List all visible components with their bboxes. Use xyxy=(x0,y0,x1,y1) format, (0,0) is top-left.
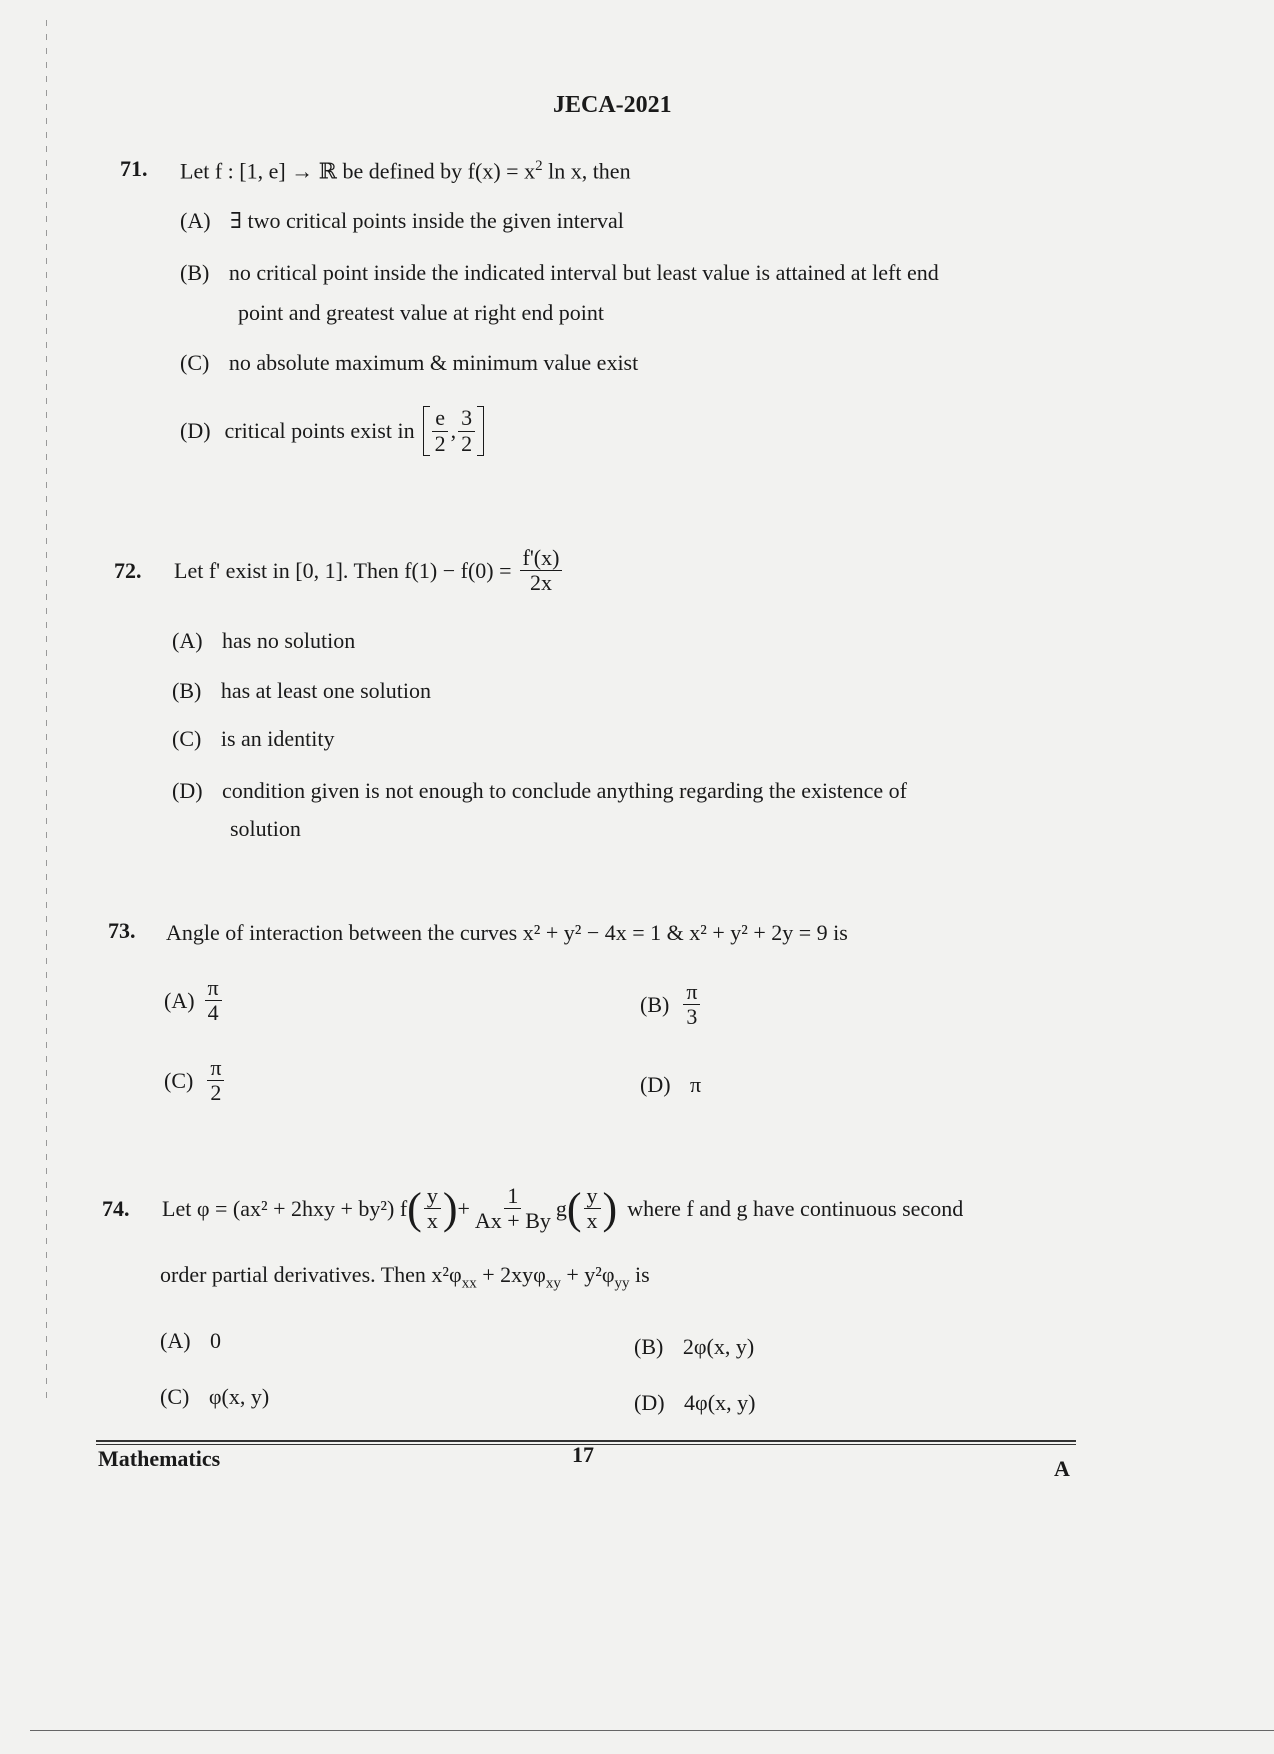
question-stem: Let φ = (ax² + 2hxy + by²) f ( $\frac{y}{x}$ ) + $\frac{1}{Ax + By}$ g ( $\frac{y}{x}$ ) where f and g have continuous second xyxy=(162,1183,964,1234)
option-a: (A) $\frac{\pi}{4}$ xyxy=(164,976,224,1025)
question-number: 72. xyxy=(114,558,142,583)
scan-bottom-edge xyxy=(30,1730,1274,1731)
option-b-continued: point and greatest value at right end point xyxy=(238,300,604,325)
option-a: (A) has no solution xyxy=(172,628,356,653)
footer-set-code: A xyxy=(1054,1456,1070,1481)
option-a: (A) 0 xyxy=(160,1328,222,1353)
option-c: (C) no absolute maximum & minimum value exist xyxy=(180,350,639,375)
question-stem: Let f' exist in [0, 1]. Then f(1) − f(0) = $\frac{f'(x)}{2x}$ xyxy=(174,546,564,595)
option-d: (D) 4φ(x, y) xyxy=(634,1390,756,1415)
option-c: (C) φ(x, y) xyxy=(160,1384,270,1409)
exam-code-header: JECA-2021 xyxy=(553,92,672,118)
question-stem: Let f : [1, e] → ℝ be defined by $f(x) = x^2$ ln x, then xyxy=(180,158,631,184)
option-d: (D) condition given is not enough to conclude anything regarding the existence of xyxy=(172,778,907,803)
binder-margin-line xyxy=(46,20,47,1400)
question-number: 71. xyxy=(120,156,148,181)
option-d: (D) π xyxy=(640,1072,702,1097)
question-stem-line2: order partial derivatives. Then $x^2\varphi_{xx} + 2xy\varphi_{xy} + y^2\varphi_{yy}$ is xyxy=(160,1262,650,1292)
option-b: (B) no critical point inside the indicated interval but least value is attained at left end xyxy=(180,260,939,285)
footer-page-number: 17 xyxy=(572,1442,594,1467)
option-c: (C) $\frac{\pi}{2}$ xyxy=(164,1056,226,1105)
option-b: (B) 2φ(x, y) xyxy=(634,1334,755,1359)
option-c: (C) is an identity xyxy=(172,726,335,751)
question-stem: Angle of interaction between the curves x² + y² − 4x = 1 & x² + y² + 2y = 9 is xyxy=(166,920,848,945)
option-d: (D) critical points exist in $\frac{e}{2}$ , $\frac{3}{2}$ xyxy=(180,406,484,456)
interval-bracket: $\frac{e}{2}$ , $\frac{3}{2}$ xyxy=(423,406,485,456)
option-a: (A) ∃ two critical points inside the given interval xyxy=(180,208,624,233)
question-number: 74. xyxy=(102,1196,130,1221)
option-d-continued: solution xyxy=(230,816,301,841)
option-b: (B) $\frac{\pi}{3}$ xyxy=(640,980,702,1029)
footer-subject: Mathematics xyxy=(98,1446,221,1471)
option-b: (B) has at least one solution xyxy=(172,678,432,703)
question-number: 73. xyxy=(108,918,136,943)
